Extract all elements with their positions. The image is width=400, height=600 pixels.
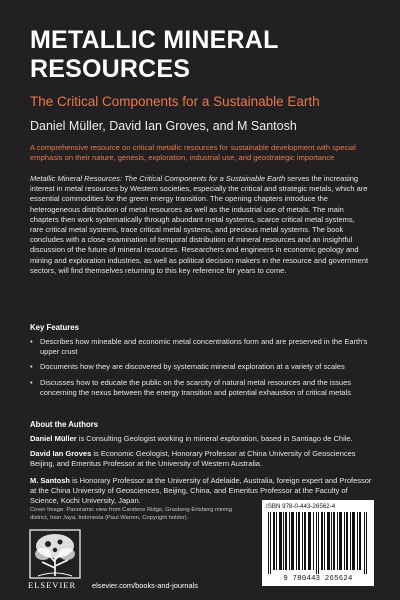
author-bio-name: David Ian Groves [30, 449, 92, 458]
book-title [30, 26, 380, 84]
key-feature-item [30, 337, 375, 357]
description-text: serves the increasing interest in metal resources by Western societies, especially the critical and strategic metals, which are essential commodities for the green energy transition. The opening chapters introduce the heterogeneous distribution of metal resources as well as the industrial use of metals. The main chapters then work systematically through abundant metal systems, scarce critical metal systems, rare critical metal systems, trace critical metal systems, and precious metal systems. The book concludes with a close examination of temporal distribution of mineral resources and an insightful discussion of the future of mineral resources. Researchers and engineers in economic geology and mining and exploration industries, as well as political decision makers in the resource and government sectors, will find themselves returning to this key reference for years to come. [30, 174, 369, 275]
author-bio-name: Daniel Müller [30, 434, 77, 443]
isbn-text: ISBN 978-0-443-26562-4 [266, 503, 336, 510]
author-bio [30, 449, 375, 469]
blurb: A comprehensive resource on critical metallic resources for sustainable development with special emphasis on their nature, genesis, exploration, industrial use, and geostrategic importance [30, 143, 356, 162]
key-feature-text: Describes how mineable and economic metal concentrations form and are preserved in the Earth's upper crust [40, 337, 368, 357]
about-authors-heading: About the Authors [30, 420, 99, 429]
author-bio-text: is Consulting Geologist working in mineral exploration, based in Santiago de Chile. [76, 434, 353, 443]
book-subtitle: The Critical Components for a Sustainable Earth [30, 94, 320, 109]
title-line-2: RESOURCES [30, 55, 191, 83]
key-feature-text: Documents how they are discovered by systematic mineral exploration at a variety of scales [40, 362, 345, 372]
cover-credit: Cover Image: Panoramic view from Carstens Ridge, Grasberg-Ertsberg mining district, Irian Jaya, Indonesia (Paul Warren, Copyright holder). [30, 507, 232, 521]
bullet-icon: • [30, 377, 33, 387]
author-bio-name: M. Santosh [30, 476, 71, 485]
key-feature-item [30, 362, 375, 372]
barcode-number: 9 780443 265624 [283, 575, 353, 583]
publisher-name: ELSEVIER [28, 580, 77, 590]
author-bio-text: is Honorary Professor at the University of Adelaide, Australia, foreign expert and Professor at the China University of Geosciences, Beijing, China, and Emeritus Professor at the Faculty of Science, Kochi University, Japan. [30, 476, 372, 506]
title-line-1: METALLIC MINERAL [30, 26, 279, 54]
description [30, 174, 370, 276]
author-names: Daniel Müller, David Ian Groves, and M Santosh [30, 119, 297, 133]
publisher-url[interactable]: elsevier.com/books-and-journals [92, 581, 198, 590]
bullet-icon: • [30, 337, 33, 346]
key-features-heading: Key Features [30, 323, 79, 332]
key-feature-text: Discusses how to educate the public on the scarcity of natural metal resources and the issues concerning the nexus between the energy transition and potential exhaustion of critical metals [40, 377, 352, 397]
key-features-list [30, 337, 375, 403]
key-feature-item [30, 378, 375, 398]
barcode-icon [266, 512, 370, 574]
author-bio-text: is Economic Geologist, Honorary Professor at China University of Geosciences Beijing, and Emeritus Professor at the University of Western Australia. [30, 449, 356, 469]
author-bio [30, 434, 375, 444]
description-book-title: Metallic Mineral Resources: The Critical Components for a Sustainable Earth [30, 174, 286, 183]
bullet-icon: • [30, 362, 33, 372]
barcode-panel [262, 500, 374, 586]
